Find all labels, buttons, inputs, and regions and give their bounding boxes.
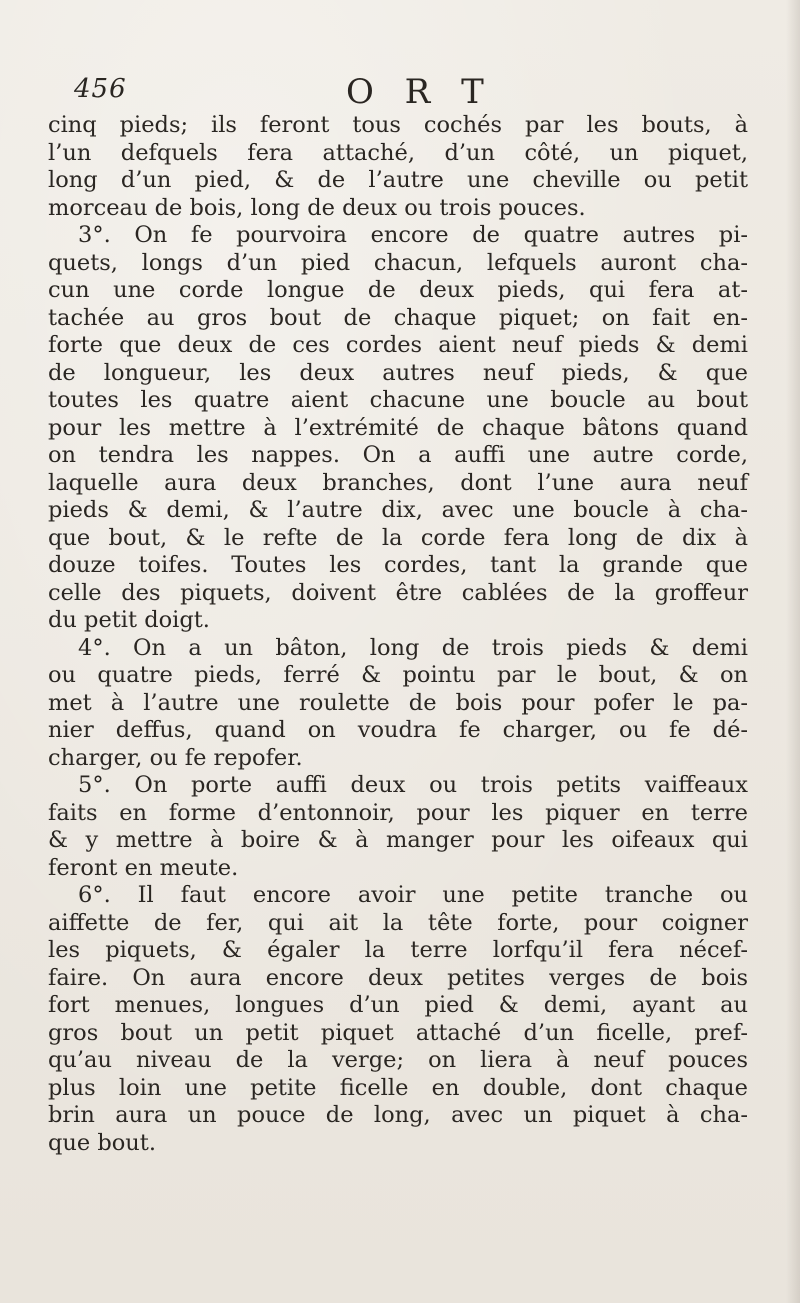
text-line: qu’au niveau de la verge; on liera à neuf pouces [48, 1047, 748, 1073]
text-line: tachée au gros bout de chaque piquet; on fait en- [48, 304, 748, 331]
text-line: toutes les quatre aient chacune une boucle au bout [48, 387, 748, 413]
text-line: cinq pieds; ils feront tous cochés par les bouts, à [48, 112, 748, 138]
page-edge-shadow [786, 0, 800, 1303]
page-title: O R T [346, 72, 494, 112]
text-line: de longueur, les deux autres neuf pieds, & que [48, 359, 748, 386]
page-number: 456 [74, 74, 127, 104]
text-line: faits en forme d’entonnoir, pour les piquer en terre [48, 799, 748, 826]
text-line: morceau de bois, long de deux ou trois pouces. [48, 194, 586, 221]
text-line: brin aura un pouce de long, avec un piquet à cha- [48, 1102, 748, 1128]
text-line: long d’un pied, & de l’autre une cheville ou petit [48, 167, 748, 193]
text-line: plus loin une petite ficelle en double, dont chaque [48, 1074, 748, 1101]
body-text [48, 112, 748, 1157]
text-line: on tendra les nappes. On a auffi une autre corde, [48, 442, 748, 468]
text-line: forte que deux de ces cordes aient neuf pieds & demi [48, 332, 748, 358]
text-line: charger, ou fe repofer. [48, 744, 303, 771]
text-line: celle des piquets, doivent être cablées de la groffeur [48, 579, 748, 606]
text-line: les piquets, & égaler la terre lorfqu’il fera nécef- [48, 937, 748, 963]
running-head [56, 74, 756, 114]
text-line: 3°. On fe pourvoira encore de quatre autres pi- [78, 222, 748, 248]
text-line: & y mettre à boire & à manger pour les oifeaux qui [48, 827, 748, 853]
text-line: laquelle aura deux branches, dont l’une aura neuf [48, 469, 748, 496]
text-line: pour les mettre à l’extrémité de chaque bâtons quand [48, 414, 748, 441]
text-line: feront en meute. [48, 854, 239, 881]
text-line: met à l’autre une roulette de bois pour pofer le pa- [48, 689, 748, 716]
text-line: faire. On aura encore deux petites verges de bois [48, 964, 748, 991]
text-line: que bout, & le refte de la corde fera long de dix à [48, 524, 748, 551]
text-line: douze toifes. Toutes les cordes, tant la grande que [48, 552, 748, 578]
text-line: pieds & demi, & l’autre dix, avec une boucle à cha- [48, 497, 748, 523]
text-line: 5°. On porte auffi deux ou trois petits vaiffeaux [78, 772, 748, 798]
text-line: que bout. [48, 1129, 156, 1156]
text-line: aiffette de fer, qui ait la tête forte, pour coigner [48, 909, 748, 936]
text-line: l’un defquels fera attaché, d’un côté, un piquet, [48, 139, 748, 166]
text-line: 6°. Il faut encore avoir une petite tranche ou [78, 882, 748, 908]
text-line: gros bout un petit piquet attaché d’un ficelle, pref- [48, 1019, 748, 1046]
text-line: fort menues, longues d’un pied & demi, ayant au [48, 992, 748, 1018]
text-line: nier deffus, quand on voudra fe charger, ou fe dé- [48, 717, 748, 743]
text-line: cun une corde longue de deux pieds, qui fera at- [48, 277, 748, 303]
text-line: quets, longs d’un pied chacun, lefquels auront cha- [48, 249, 748, 276]
text-line: du petit doigt. [48, 607, 210, 633]
text-line: ou quatre pieds, ferré & pointu par le bout, & on [48, 662, 748, 688]
text-line: 4°. On a un bâton, long de trois pieds & demi [78, 634, 748, 661]
